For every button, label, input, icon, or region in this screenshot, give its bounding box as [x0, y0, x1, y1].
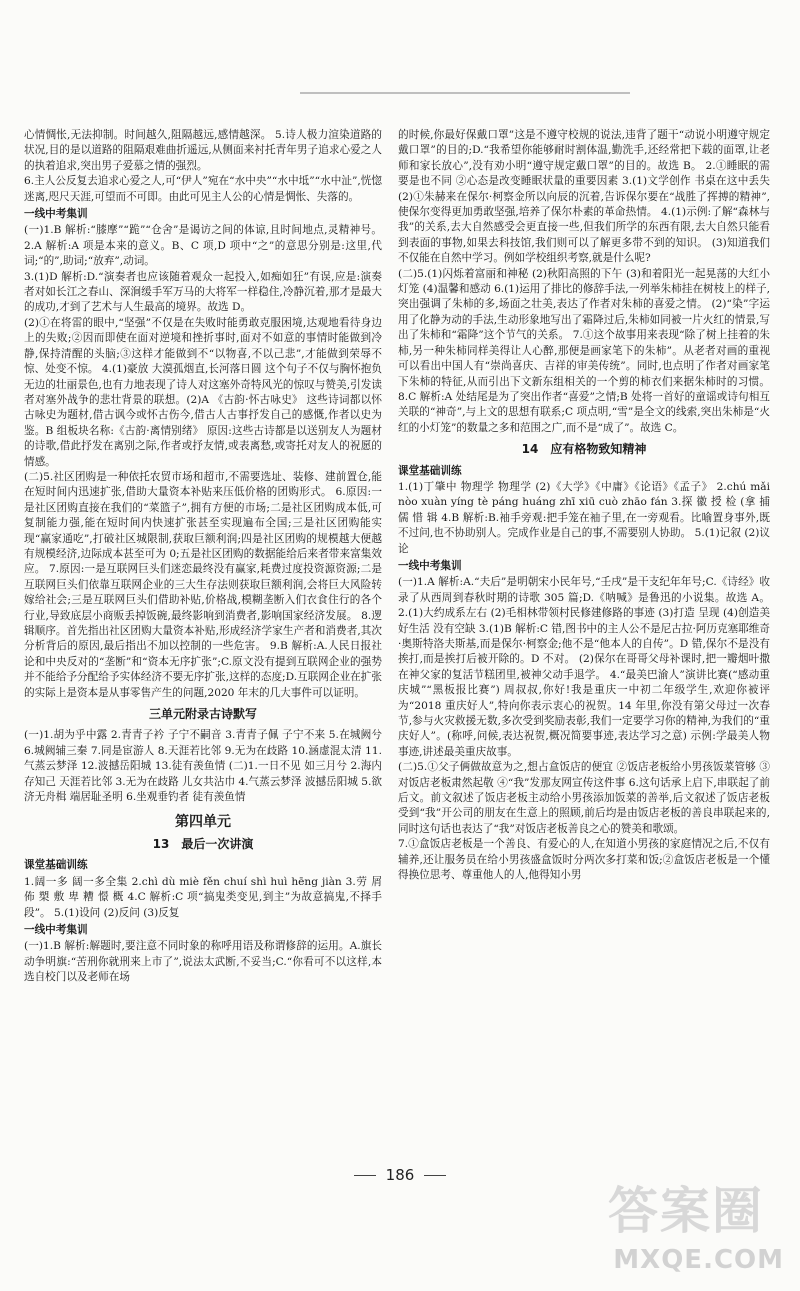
paragraph: (一)1.A 解析:A.“夫后”是明朝宋小民年号,“壬戌”是干支纪年年号;C.《诗经》收录了从西周到春秋时期的诗歌 305 篇;D.《呐喊》是鲁迅的小说集。故选 A。 2.(1)大约成系左右 (2)毛相林带领村民修建修路的事迹 (3)打造 呈现 (4)创造美好生活 没有空缺 3.(1)B 解析:C 错,图书中的主人公不是尼古拉·阿历克塞耶维奇·奥斯特洛夫斯基,而是保尔·柯察金;他不是“他本人的自传”。D 错,保尔不是没有挨打,而是挨打后被开除的。D 不对。 (2)保尔在哥哥父母补课时,把一瓣烟叶撒在神父家的复活节糕团里,被神父动手退学。 4.“最美巴渝人”演讲比赛(“感动重庆城”“黑板报比赛”) 周叔叔,你好!我是重庆一中初二年级学生,欢迎你被评为“2018 重庆好人”,特向你表示衷心的祝贺。14 年里,你没有第父母过一次春节,参与火灾救援无数,多次受到奖励表彰,我们一定要学习你的精神,为我们的“重庆好人”。(称呼,问候,表达祝贺,概况简要事迹,表达学习之意) 示例:学最美人物事迹,讲述最美重庆故事。 [398, 576, 770, 758]
paragraph: 的时候,你最好保戴口罩”这是不遵守校规的说法,违背了题干“动说小明遵守规定戴口罩”的目的;D.“我希望你能够耐时割体温,勤洗手,还经常把下载的面罩,让老师和家长放心”,没有劝小明“遵守规定戴口罩”的目的。故选 B。 2.①睡眠的需要是也不同 ②心态是改变睡眠状量的重要因素 3.(1)文学创作 书桌在这中丢失 (2)①朱赫来在保尔·柯察金所以向辰的沉着,告诉保尔要在“战胜了挥搏的精神”,使保尔变得更加勇敢坚强,培养了保尔朴素的革命热情。 4.(1)示例:了解“森林与我”的关系,去大自然感受会更直接一些,但我们所学的东西有限,去大自然只能看到表面的事物,如果去科技馆,我们则可以了解更多带不到的知识。 (3)知道我们不仅能在自然中学习。例如学校组织考察,就是什么呢? [398, 129, 770, 265]
appendix-title: 三单元附录古诗默写 [148, 707, 257, 722]
lesson-number: 13 [152, 836, 170, 851]
header-rule [300, 92, 630, 94]
paragraph: 心情惆怅,无法抑制。时间越久,阻隔越远,感情越深。 5.诗人极力渲染道路的状况,目的是以道路的阻隔艰难曲折遥远,从侧面来衬托青年男子追求心爱之人的执着追求,突出男子爱慕之情的强烈。 [24, 129, 382, 172]
paragraph: 6.主人公反复去追求心爱之人,可“伊人”宛在“水中央”“水中坻”“水中沚”,恍惚迷离,咫尺天涯,可望而不可即。由此可见主人公的心情是惆怅、失落的。 [24, 175, 382, 203]
lesson-name: 最后一次讲演 [181, 836, 254, 851]
section-heading: 一线中考集训 [24, 923, 88, 936]
paragraph: (一)1.B 解析:“膝摩”“跪”“仓舍”是谒访之间的体谅,且时间地点,灵精神号。 2.A 解析:A 项是本来的意义。B、C 项,D 项中“之”的意思分别是:这里,代词;“的”,助词;“放弃”,动词。 [24, 224, 382, 268]
watermark-logo: 答案圈 [608, 1182, 764, 1240]
paragraph: (二)5.①父子俩做故意为之,想占盒饭店的便宜 ②饭店老板给小男孩饭菜管够 ③对饭店老板肃然起敬 ④“我”发那友网宣传这件事 6.这句话承上启下,串联起了前后文。前文叙述了饭店老板主动给小男孩添加饭菜的善举,后文叙述了饭店老板受到“我”开公司的朋友在生意上的照顾,前后均是由饭店老板的善良串联起来的,同时这句话也表达了“我”对饭店老板善良之心的赞美和歌颂。 [398, 761, 770, 835]
paragraph: (一)1.胡为乎中露 2.青青子衿 子宁不嗣音 3.青青子佩 子宁不来 5.在城阙兮 6.城阙辅三秦 7.同是宦游人 8.天涯若比邻 9.无为在歧路 10.涵虚混太清 11.气蒸云梦泽 12.波撼岳阳城 13.徒有羡鱼情 (二)1.一日不见 如三月兮 2.海内存知己 天涯若比邻 3.无为在歧路 儿女共沾巾 4.气蒸云梦泽 波撼岳阳城 5.欲济无舟楫 端居耻圣明 6.坐观垂钓者 徒有羡鱼情 [24, 729, 382, 804]
dash-right [424, 1175, 446, 1176]
paragraph: (二)5.(1)闪烁着富丽和神秘 (2)秋阳高照的下午 (3)和着阳光一起晃荡的大红小灯笼 (4)温馨和感动 6.(1)运用了排比的修辞手法,一列举朱柿挂在树枝上的样子,突出强调了朱柿的多,场面之壮美,表达了作者对朱柿的喜爱之情。 (2)“染”字运用了化静为动的手法,生动形象地写出了霜降过后,朱柿如同被一片火红的情景,写出了朱柿和“霜降”这个节气的关系。 7.①这个故事用来表现“除了树上挂着的朱柿,另一种朱柿同样美得让人心醉,那便是画家笔下的朱柿”。从老者对画的重视可以看出中国人有“崇尚喜庆、吉祥的审美传统”。同时,也点明了作者对画家笔下朱柿的特征,从而引出下文新东组相关的一个剪的柿衣们来据朱柿时的习惯。 8.C 解析:A 处结尾是为了突出作者“喜爱”之情;B 处将一首好的童谣或诗句相互关联的“神奇”,与上文的思想有联系;C 项点明,“雪”是全文的线索,突出朱柿是“火红的小灯笼”的数量之多和范围之广,而不是“成了”。故选 C。 [398, 267, 770, 434]
page-number-value: 186 [385, 1166, 415, 1184]
paragraph: (一)1.B 解析:解题时,要注意不同时象的称呼用语及称谓修辞的运用。A.旗长动争明旗:“苦刑你就刑来上市了”,说法太武断,不妥当;C.“你看可不以这样,本选自校门以及老师在场 [24, 940, 382, 984]
paragraph: 3.(1)D 解析:D.“演奏者也应该随着观众一起投入,如痴如狂”有误,应是:演奏者对如长江之春山、深涧缓手军万马的大将军一样稳住,冷静沉着,那才是最大的成功,才到了艺术与人生最高的境界。故选 D。 [24, 270, 382, 314]
watermark-url: MXQE.COM [613, 1245, 784, 1275]
paragraph: 7.①盒饭店老板是一个善良、有爱心的人,在知道小男孩的家庭情况之后,不仅有辅养,还让服务员在给小男孩盛盒饭时分两次多打菜和饭;②盒饭店老板是一个懂得换位思考、尊重他人的人,他得知小男 [398, 838, 770, 882]
watermark [544, 1161, 794, 1281]
section-heading: 一线中考集训 [398, 559, 462, 572]
paragraph: (2)①在将雷的眼中,“坚强”不仅是在失败时能勇敢克服困境,达观地看待身边上的失败;②因而即使在面对逆境和挫折事时,面对不如意的事情时能做到冷静,保持清醒的头脑;③这样才能做到不“以物喜,不以己悲”,才能做到荣辱不惊、处变不惊。 4.(1)豪放 大漠孤烟直,长河落日圆 这个句子不仅与胸怀抱负无边的壮丽景色,也有力地表现了诗人对这塞外奇特风光的惊叹与赞美,引发读者对塞外战争的悲壮背景的联想。(2)A 《古韵·怀古咏史》 这些诗词都以怀古咏史为题材,借古讽今或怀古伤今,借古人古事抒发自己的感慨,作者以史为鉴。B 组板块名称:《古韵·离情别绪》 原因:这些古诗都是以送别友人为题材的诗歌,借此抒发在离别之际,作者或抒友情,或表离愁,或寄托对友人的祝愿的情感。 [24, 316, 382, 468]
left-column [24, 128, 382, 986]
paragraph: 1.阔一多 阔一多全集 2.chì dù miè fěn chuí shì huì hēng jiàn 3.劳 屑 佈 槊 敷 卑 糟 憬 概 4.C 解析:C 项“搞鬼类变见,到主”为故意搞鬼,不择手段”。 5.(1)设问 (2)反问 (3)反复 [24, 875, 382, 919]
right-column [398, 128, 770, 884]
lesson-title [398, 442, 770, 457]
section-heading: 课堂基础训练 [24, 859, 88, 872]
paragraph: 1.(1)丁肇中 物理学 物理学 (2)《大学》《中庸》《论语》《孟子》 2.chú mǎi nòo xuàn yíng tè páng huáng zhī xiū cuò zhāo fán 3.探 徽 授 检 (拿 捕 儒 惜 辑 4.B 解析:B.袖手旁观:把手笼在袖子里,在一旁观看。比喻置身事外,既不过问,也不协助别人。完成作业是自己的事,不需要别人协助。 5.(1)记叙 (2)议论 [398, 480, 770, 555]
lesson-title [24, 837, 382, 852]
section-heading: 一线中考集训 [24, 208, 88, 221]
lesson-number: 14 [521, 442, 539, 457]
paragraph: (二)5.社区团购是一种依托农贸市场和超市,不需要选址、装修、建前置仓,能在短时间内迅速扩张,借助大量资本补贴来压低价格的团购形式。 6.原因:一是社区团购直接在我们的“菜篮子”,拥有方便的市场;二是社区团购成本低,可复制能力强,能在短时间内快速扩张甚至实现遍布全国;三是社区团购能实现“赢家通吃”,打破社区城限制,获取巨额利润;四是社区团购的规模越大便越有规模经济,边际成本甚至可为 0;五是社区团购的数据能给后来者带来富集效应。 7.原因:一是互联网巨头们迷恋最终没有赢家,耗费过度投资源资源;二是互联网巨头们依靠互联网企业的三大生存法则获取巨额利润,会将巨大风险转嫁给社会;三是互联网巨头们借助补贴,价格战,模糊垄断入们衣食住行的各个行业,导致底层小商贩丢掉饭碗,最终影响到消费者,影响国家经济发展。 8.逻辑顺序。首先指出社区团购大量资本补贴,形成经济学家生产者和消费者,其次分析背后的原因,最后指出不加以控制的一些危害。 9.B 解析:A.人民日报社论和中央反对的“垄断”和“资本无序扩张”;C.原文没有提到互联网企业的强势并不能给予分配给予实体经济不要无序扩张,这样的态度;D.互联网企业在扩张的实际上是资本是从事零售产生的问题,2020 年末的几大事件可以证明。 [24, 470, 382, 699]
unit-title: 第四单元 [175, 814, 231, 831]
lesson-name: 应有格物致知精神 [550, 442, 647, 457]
dash-left [354, 1175, 376, 1176]
section-heading: 课堂基础训练 [398, 464, 462, 477]
